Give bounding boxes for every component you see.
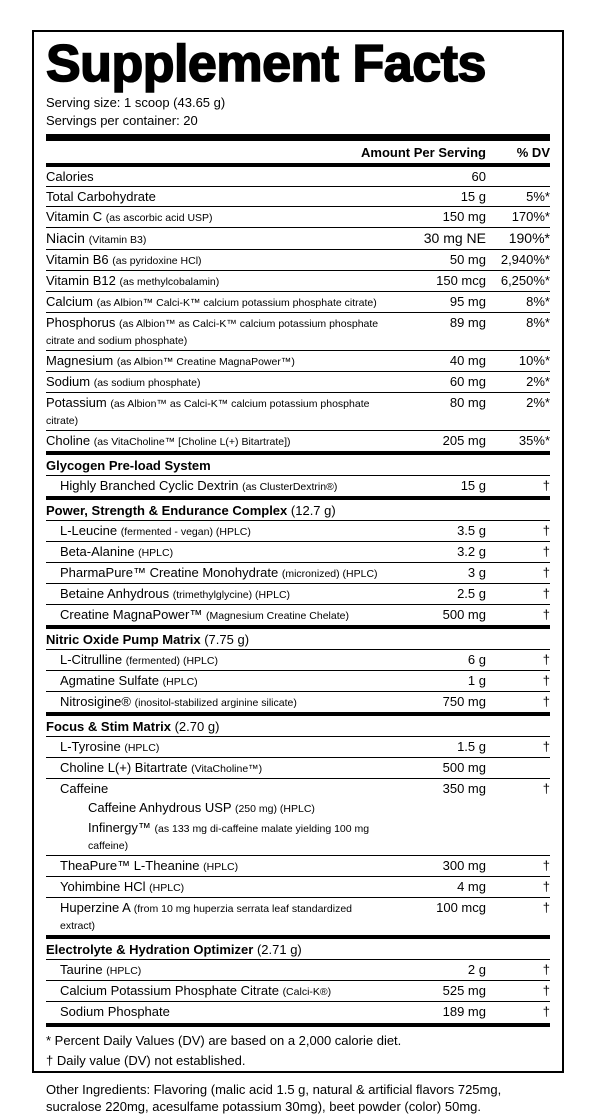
ingredient-row	[46, 736, 550, 757]
ingredient-name-cell	[46, 478, 390, 495]
column-header	[46, 141, 550, 163]
nutrient-detail: (as sodium phosphate)	[93, 377, 201, 389]
nutrient-row	[46, 392, 550, 430]
nutrient-amount: 60	[471, 169, 486, 184]
ingredient-name-cell	[46, 652, 390, 669]
ingredient-name-cell	[46, 739, 390, 756]
ingredient-amount: 525 mg	[442, 983, 486, 998]
ingredient-row	[46, 562, 550, 583]
section-name: Electrolyte & Hydration Optimizer	[46, 942, 254, 957]
nutrient-detail: (as ascorbic acid USP)	[105, 212, 213, 224]
ingredient-dv: †	[542, 983, 550, 998]
ingredient-detail: (HPLC)	[138, 547, 174, 559]
ingredient-row	[46, 778, 550, 798]
nutrient-dv: 2,940%*	[500, 252, 550, 267]
nutrient-amount: 89 mg	[449, 315, 486, 330]
nutrient-dv: 5%*	[526, 189, 550, 204]
ingredient-detail: (as ClusterDextrin®)	[242, 481, 338, 493]
ingredient-name-cell	[46, 607, 390, 624]
ingredient-dv: †	[542, 879, 550, 894]
nutrient-row	[46, 186, 550, 206]
ingredient-row	[46, 1001, 550, 1021]
ingredient-detail: (VitaCholine™)	[191, 763, 263, 775]
ingredient-name-cell	[46, 781, 390, 797]
ingredient-name: Infinergy™	[88, 820, 151, 835]
nutrient-dv: 8%*	[526, 294, 550, 309]
ingredient-amount: 300 mg	[442, 858, 486, 873]
nutrient-amount: 80 mg	[449, 395, 486, 410]
section-title	[46, 629, 550, 649]
header-dv: % DV	[516, 144, 550, 160]
ingredient-amount: 100 mcg	[436, 900, 486, 915]
ingredient-dv: †	[542, 607, 550, 622]
ingredient-row	[46, 876, 550, 897]
ingredient-dv: †	[542, 523, 550, 538]
section-name: Nitric Oxide Pump Matrix	[46, 632, 201, 647]
ingredient-row	[46, 475, 550, 496]
panel-content	[46, 32, 550, 1115]
ingredient-name-cell	[46, 1004, 390, 1020]
section-title	[46, 716, 550, 736]
ingredient-name: L-Leucine	[60, 523, 118, 538]
ingredient-name-cell	[46, 800, 390, 817]
serving-size: Serving size: 1 scoop (43.65 g)	[46, 95, 226, 110]
nutrient-name-cell	[46, 230, 390, 248]
ingredient-name: Caffeine	[60, 781, 109, 796]
ingredient-dv: †	[542, 544, 550, 559]
ingredient-detail: (Calci-K®)	[282, 986, 332, 998]
ingredient-amount: 3.5 g	[457, 523, 486, 538]
nutrient-name-cell	[46, 395, 390, 429]
nutrient-dv: 2%*	[526, 374, 550, 389]
ingredient-name-cell	[46, 586, 390, 603]
nutrient-detail: (as Albion™ as Calci-K™ calcium potassium phosphate citrate)	[46, 398, 370, 427]
ingredient-row	[46, 670, 550, 691]
ingredient-name-cell	[46, 983, 390, 1000]
nutrient-name: Calcium	[46, 294, 93, 309]
nutrient-name-cell	[46, 273, 390, 290]
ingredient-row	[46, 798, 550, 818]
ingredient-row	[46, 604, 550, 625]
ingredient-dv: †	[542, 858, 550, 873]
ingredient-detail: (micronized) (HPLC)	[281, 568, 378, 580]
divider-thick	[46, 134, 550, 141]
nutrient-name: Calories	[46, 169, 94, 184]
nutrient-name: Potassium	[46, 395, 107, 410]
nutrient-name: Phosphorus	[46, 315, 116, 330]
ingredient-dv: †	[542, 673, 550, 688]
ingredient-name: Huperzine A	[60, 900, 131, 915]
nutrient-dv: 10%*	[518, 353, 550, 368]
nutrient-dv: 35%*	[518, 433, 550, 448]
ingredient-row	[46, 520, 550, 541]
supplement-facts-panel	[32, 30, 564, 1114]
nutrient-amount: 40 mg	[449, 353, 486, 368]
ingredient-amount: 6 g	[467, 652, 486, 667]
ingredient-name-cell	[46, 523, 390, 540]
ingredient-name-cell	[46, 544, 390, 561]
footnote-dv: * Percent Daily Values (DV) are based on a 2,000 calorie diet.	[46, 1033, 402, 1048]
ingredient-name: Nitrosigine®	[60, 694, 131, 709]
nutrient-detail: (as VitaCholine™ [Choline L(+) Bitartrate])	[93, 436, 291, 448]
nutrient-amount: 205 mg	[442, 433, 486, 448]
ingredient-amount: 15 g	[460, 478, 486, 493]
ingredient-row	[46, 649, 550, 670]
nutrient-row	[46, 206, 550, 227]
nutrient-name: Total Carbohydrate	[46, 189, 156, 204]
divider-medium	[46, 1023, 550, 1027]
ingredient-amount: 750 mg	[442, 694, 486, 709]
ingredient-dv: †	[542, 781, 550, 796]
ingredient-detail: (fermented - vegan) (HPLC)	[120, 526, 251, 538]
nutrient-name-cell	[46, 315, 390, 349]
nutrient-dv: 2%*	[526, 395, 550, 410]
ingredient-name-cell	[46, 694, 390, 711]
ingredient-name: Yohimbine HCl	[60, 879, 146, 894]
nutrient-detail: (as Albion™ Calci-K™ calcium potassium phosphate citrate)	[96, 297, 377, 309]
ingredient-amount: 500 mg	[442, 760, 486, 775]
ingredient-name-cell	[46, 879, 390, 896]
nutrient-name: Sodium	[46, 374, 91, 389]
ingredient-name: Betaine Anhydrous	[60, 586, 170, 601]
panel-title: Supplement Facts	[46, 35, 486, 93]
nutrient-detail: (as methylcobalamin)	[119, 276, 220, 288]
nutrient-name: Vitamin B6	[46, 252, 109, 267]
nutrient-amount: 60 mg	[449, 374, 486, 389]
ingredient-detail: (fermented) (HPLC)	[125, 655, 218, 667]
ingredient-name-cell	[46, 962, 390, 979]
section-weight: (2.71 g)	[256, 942, 302, 957]
nutrient-dv: 8%*	[526, 315, 550, 330]
ingredient-row	[46, 541, 550, 562]
ingredient-amount: 3.2 g	[457, 544, 486, 559]
ingredient-name-cell	[46, 858, 390, 875]
ingredient-name: Choline L(+) Bitartrate	[60, 760, 188, 775]
nutrient-amount: 150 mg	[442, 209, 486, 224]
ingredient-dv: †	[542, 586, 550, 601]
nutrient-row	[46, 312, 550, 350]
blend-sections	[46, 455, 550, 1021]
ingredient-name: Beta-Alanine	[60, 544, 135, 559]
nutrient-list	[46, 167, 550, 451]
nutrient-row	[46, 371, 550, 392]
nutrient-name-cell	[46, 433, 390, 450]
footnote-dagger: † Daily value (DV) not established.	[46, 1053, 246, 1068]
ingredient-dv: †	[542, 739, 550, 754]
ingredient-name: Creatine MagnaPower™	[60, 607, 203, 622]
nutrient-name-cell	[46, 353, 390, 370]
nutrient-amount: 15 g	[460, 189, 486, 204]
nutrient-amount: 150 mcg	[436, 273, 486, 288]
ingredient-dv: †	[542, 565, 550, 580]
ingredient-detail: (HPLC)	[149, 882, 185, 894]
nutrient-dv: 6,250%*	[500, 273, 550, 288]
nutrient-row	[46, 227, 550, 249]
ingredient-amount: 1 g	[467, 673, 486, 688]
ingredient-detail: (250 mg) (HPLC)	[234, 803, 315, 815]
nutrient-row	[46, 350, 550, 371]
ingredient-detail: (as 133 mg di-caffeine malate yielding 100 mg caffeine)	[88, 823, 370, 852]
ingredient-row	[46, 691, 550, 712]
ingredient-detail: (Magnesium Creatine Chelate)	[205, 610, 349, 622]
footnotes	[46, 1031, 550, 1071]
ingredient-name: Highly Branched Cyclic Dextrin	[60, 478, 239, 493]
nutrient-name: Niacin	[46, 230, 85, 246]
ingredient-amount: 1.5 g	[457, 739, 486, 754]
nutrient-row	[46, 291, 550, 312]
ingredient-dv: †	[542, 694, 550, 709]
ingredient-name: Caffeine Anhydrous USP	[88, 800, 232, 815]
nutrient-name-cell	[46, 294, 390, 311]
nutrient-amount: 30 mg NE	[423, 230, 486, 246]
ingredient-detail: (HPLC)	[124, 742, 160, 754]
ingredient-name-cell	[46, 900, 390, 934]
nutrient-name: Choline	[46, 433, 91, 448]
ingredient-detail: (HPLC)	[162, 676, 198, 688]
ingredient-name: Taurine	[60, 962, 103, 977]
ingredient-detail: (HPLC)	[203, 861, 239, 873]
ingredient-name: L-Citrulline	[60, 652, 123, 667]
ingredient-amount: 2 g	[467, 962, 486, 977]
ingredient-amount: 2.5 g	[457, 586, 486, 601]
nutrient-name-cell	[46, 374, 390, 391]
ingredient-name-cell	[46, 820, 390, 854]
ingredient-name: L-Tyrosine	[60, 739, 121, 754]
section-title	[46, 455, 550, 475]
section-title	[46, 939, 550, 959]
ingredient-detail: (inositol-stabilized arginine silicate)	[134, 697, 297, 709]
section-name: Glycogen Pre-load System	[46, 458, 211, 473]
ingredient-dv: †	[542, 652, 550, 667]
nutrient-name-cell	[46, 252, 390, 269]
ingredient-amount: 350 mg	[442, 781, 486, 796]
ingredient-amount: 500 mg	[442, 607, 486, 622]
nutrient-name-cell	[46, 189, 390, 205]
ingredient-dv: †	[542, 1004, 550, 1019]
nutrient-name: Magnesium	[46, 353, 114, 368]
ingredient-name-cell	[46, 760, 390, 777]
ingredient-row	[46, 959, 550, 980]
section-name: Focus & Stim Matrix	[46, 719, 171, 734]
nutrient-row	[46, 167, 550, 186]
servings-per-container: Servings per container: 20	[46, 113, 198, 128]
nutrient-row	[46, 270, 550, 291]
ingredient-row	[46, 583, 550, 604]
nutrient-dv: 190%*	[508, 230, 550, 246]
section-name: Power, Strength & Endurance Complex	[46, 503, 288, 518]
header-amount: Amount Per Serving	[361, 144, 486, 160]
ingredient-dv: †	[542, 900, 550, 915]
section-weight: (7.75 g)	[204, 632, 250, 647]
ingredient-name-cell	[46, 673, 390, 690]
ingredient-row	[46, 897, 550, 935]
nutrient-detail: (as Albion™ as Calci-K™ calcium potassium phosphate citrate and sodium phosphate)	[46, 318, 379, 347]
nutrient-detail: (as Albion™ Creatine MagnaPower™)	[116, 356, 295, 368]
ingredient-detail: (from 10 mg huperzia serrata leaf standardized extract)	[60, 903, 353, 932]
ingredient-row	[46, 818, 550, 855]
ingredient-amount: 4 mg	[457, 879, 486, 894]
nutrient-row	[46, 249, 550, 270]
nutrient-dv: 170%*	[511, 209, 550, 224]
ingredient-dv: †	[542, 962, 550, 977]
section-weight: (2.70 g)	[174, 719, 220, 734]
section-title	[46, 500, 550, 520]
ingredient-name: Sodium Phosphate	[60, 1004, 170, 1019]
nutrient-amount: 95 mg	[449, 294, 486, 309]
nutrient-detail: (as pyridoxine HCl)	[112, 255, 202, 267]
nutrient-name-cell	[46, 169, 390, 185]
ingredient-name: PharmaPure™ Creatine Monohydrate	[60, 565, 279, 580]
ingredient-dv: †	[542, 478, 550, 493]
ingredient-name: Agmatine Sulfate	[60, 673, 160, 688]
ingredient-row	[46, 980, 550, 1001]
nutrient-amount: 50 mg	[449, 252, 486, 267]
ingredient-name-cell	[46, 565, 390, 582]
nutrient-name: Vitamin B12	[46, 273, 116, 288]
nutrient-name: Vitamin C	[46, 209, 103, 224]
other-ingredients: Other Ingredients: Flavoring (malic acid 1.5 g, natural & artificial flavors 725mg, sucralose 220mg, acesulfame potassium 30mg), beet powder (color) 50mg.	[46, 1082, 502, 1114]
nutrient-row	[46, 430, 550, 451]
ingredient-row	[46, 855, 550, 876]
nutrient-name-cell	[46, 209, 390, 226]
ingredient-detail: (HPLC)	[106, 965, 142, 977]
nutrient-detail: (Vitamin B3)	[88, 234, 147, 246]
section-weight: (12.7 g)	[290, 503, 336, 518]
ingredient-name: TheaPure™ L-Theanine	[60, 858, 200, 873]
ingredient-amount: 3 g	[467, 565, 486, 580]
ingredient-amount: 189 mg	[442, 1004, 486, 1019]
ingredient-name: Calcium Potassium Phosphate Citrate	[60, 983, 279, 998]
ingredient-detail: (trimethylglycine) (HPLC)	[172, 589, 291, 601]
ingredient-row	[46, 757, 550, 778]
